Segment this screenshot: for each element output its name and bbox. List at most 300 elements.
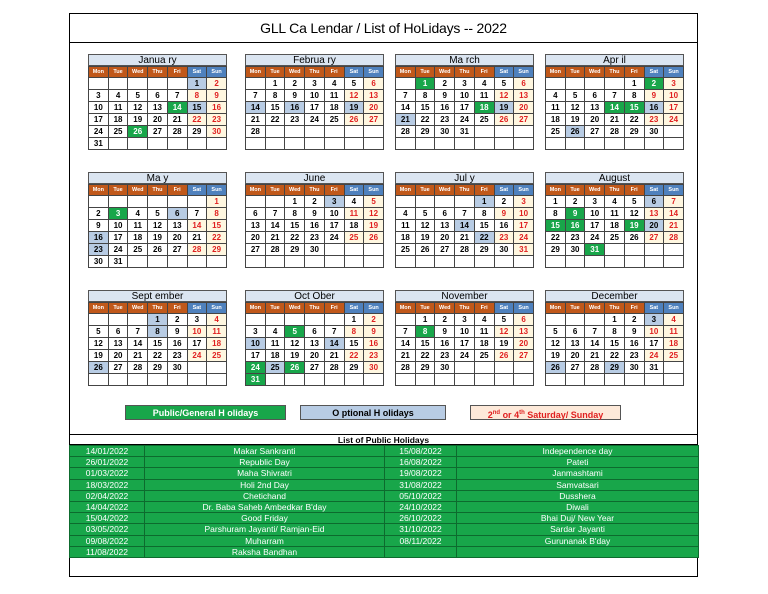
calendar-day: 27 [514,114,534,126]
calendar-day: 5 [364,196,384,208]
calendar-day: 7 [396,326,416,338]
calendar-day: 30 [435,362,455,374]
calendar-empty [605,78,625,90]
calendar-day: 10 [455,326,475,338]
calendar-day: 14 [396,338,416,350]
calendar-day: 28 [664,232,684,244]
day-header: Mon [246,67,266,78]
legend-optional-holidays: O ptional H olidays [300,405,446,420]
holiday-row [70,513,699,524]
calendar-empty [585,138,605,150]
calendar-empty [415,138,435,150]
calendar-day: 26 [148,244,168,256]
calendar-day: 22 [265,114,285,126]
calendar-empty [644,138,664,150]
calendar-day: 3 [324,196,344,208]
calendar-empty [167,256,187,268]
calendar-day: 22 [415,114,435,126]
calendar-empty [148,374,168,386]
calendar-empty [474,374,494,386]
calendar-empty [128,196,148,208]
calendar-day: 19 [494,338,514,350]
calendar-day: 16 [644,102,664,114]
calendar-empty [108,138,128,150]
calendar-day: 2 [644,78,664,90]
calendar-empty [644,244,664,256]
calendar-day: 30 [565,244,585,256]
calendar-empty [494,138,514,150]
day-header: Tue [565,67,585,78]
calendar-day: 16 [435,102,455,114]
calendar-day: 1 [187,78,207,90]
calendar-day: 21 [187,232,207,244]
calendar-day: 11 [546,102,566,114]
calendar-day: 19 [89,350,109,362]
calendar-day: 15 [415,102,435,114]
calendar-day: 28 [396,362,416,374]
day-header: Sat [494,185,514,196]
calendar-day: 7 [324,326,344,338]
calendar-day: 4 [108,90,128,102]
calendar-day: 27 [364,114,384,126]
calendar-day: 19 [285,350,305,362]
calendar-day: 17 [246,350,266,362]
calendar-day: 22 [624,114,644,126]
day-header: Sun [514,67,534,78]
calendar-day: 14 [128,338,148,350]
calendar-empty [265,138,285,150]
holiday-name: Dr. Baba Saheb Ambedkar B'day [145,501,385,512]
calendar-empty [474,138,494,150]
calendar-day: 18 [108,114,128,126]
calendar-day: 27 [585,126,605,138]
calendar-day: 12 [546,338,566,350]
holiday-row [70,546,699,557]
calendar-day: 8 [415,90,435,102]
holiday-date: 02/04/2022 [70,490,145,501]
legend [0,405,768,421]
calendar-day: 5 [285,326,305,338]
calendar-day: 4 [605,196,625,208]
calendar-day: 15 [285,220,305,232]
calendar-day: 9 [435,326,455,338]
day-header: Tue [265,303,285,314]
calendar-day: 3 [585,196,605,208]
calendar-empty [664,126,684,138]
calendar-day: 18 [128,232,148,244]
month-september [88,290,227,386]
day-header: Thu [605,303,625,314]
day-header: Wed [285,185,305,196]
holidays-table [69,445,699,558]
calendar-empty [565,256,585,268]
calendar-day: 23 [435,114,455,126]
calendar-empty [344,374,364,386]
calendar-empty [415,374,435,386]
calendar-day: 23 [494,232,514,244]
calendar-day: 5 [624,196,644,208]
calendar-empty [187,138,207,150]
month-july [395,172,534,268]
holidays-title: List of Public Holidays [69,434,698,445]
legend-public-holidays: Public/General H olidays [125,405,286,420]
calendar-day: 29 [187,126,207,138]
calendar-day: 2 [305,196,325,208]
calendar-day: 18 [546,114,566,126]
calendar-day: 27 [108,362,128,374]
calendar-empty [89,374,109,386]
calendar-day: 19 [565,114,585,126]
calendar-day: 6 [644,196,664,208]
calendar-empty [585,256,605,268]
calendar-day: 1 [605,314,625,326]
day-header: Wed [128,303,148,314]
calendar-day: 19 [364,220,384,232]
day-header: Sat [187,185,207,196]
holiday-date: 09/08/2022 [70,535,145,546]
calendar-day: 3 [246,326,266,338]
calendar-day: 15 [605,338,625,350]
calendar-day: 12 [494,90,514,102]
holiday-date: 01/03/2022 [70,468,145,479]
day-header: Thu [455,303,475,314]
holiday-name: Bhai Duj/ New Year [457,513,699,524]
calendar-day: 10 [89,102,109,114]
day-header: Mon [546,185,566,196]
calendar-day: 12 [89,338,109,350]
calendar-empty [324,374,344,386]
calendar-day: 11 [474,326,494,338]
calendar-day: 27 [148,126,168,138]
calendar-empty [624,138,644,150]
calendar-day: 2 [207,78,227,90]
calendar-day: 11 [664,326,684,338]
calendar-day: 8 [624,90,644,102]
day-header: Sat [187,67,207,78]
day-header: Tue [108,303,128,314]
calendar-day: 24 [305,114,325,126]
day-header: Wed [585,67,605,78]
calendar-empty [187,256,207,268]
calendar-day: 23 [305,232,325,244]
calendar-day: 24 [89,126,109,138]
calendar-day: 18 [664,338,684,350]
calendar-day: 28 [265,244,285,256]
calendar-empty [455,256,475,268]
holiday-row [70,490,699,501]
holiday-name: Pateti [457,457,699,468]
month-name: Ma y [88,172,227,184]
calendar-day: 8 [474,208,494,220]
holiday-name: Makar Sankranti [145,446,385,457]
day-header: Fri [474,67,494,78]
holiday-name: Gurunanak B'day [457,535,699,546]
calendar-day: 24 [644,350,664,362]
day-header: Mon [246,185,266,196]
calendar-empty [89,314,109,326]
holiday-date: 19/08/2022 [385,468,457,479]
calendar-empty [265,196,285,208]
holiday-row [70,479,699,490]
calendar-day: 29 [207,244,227,256]
calendar-empty [246,314,266,326]
calendar-empty [305,138,325,150]
calendar-empty [108,78,128,90]
calendar-day: 14 [455,220,475,232]
calendar-day: 25 [474,350,494,362]
calendar-day: 22 [285,232,305,244]
calendar-day: 9 [644,90,664,102]
calendar-day: 16 [305,220,325,232]
calendar-day: 5 [546,326,566,338]
calendar-empty [364,138,384,150]
holiday-name: Raksha Bandhan [145,546,385,557]
calendar-day: 1 [285,196,305,208]
calendar-day: 7 [167,90,187,102]
calendar-empty [187,374,207,386]
month-name: Ma rch [395,54,534,66]
calendar-day: 14 [585,338,605,350]
month-august [545,172,684,268]
day-header: Sat [644,303,664,314]
calendar-day: 21 [396,114,416,126]
calendar-empty [546,138,566,150]
month-name: Oct Ober [245,290,384,302]
calendar-day: 29 [415,126,435,138]
calendar-day: 23 [435,350,455,362]
calendar-day: 25 [474,114,494,126]
calendar-day: 13 [167,220,187,232]
calendar-day: 29 [415,362,435,374]
calendar-day: 25 [207,350,227,362]
calendar-empty [455,138,475,150]
calendar-day: 5 [148,208,168,220]
calendar-day: 22 [207,232,227,244]
page-title: GLL Ca Lendar / List of HoLidays -- 2022 [69,13,698,43]
calendar-empty [207,362,227,374]
calendar-day: 8 [187,90,207,102]
calendar-day: 4 [207,314,227,326]
calendar-empty [494,374,514,386]
holiday-name: Holi 2nd Day [145,479,385,490]
holiday-date: 03/05/2022 [70,524,145,535]
calendar-day: 27 [305,362,325,374]
calendar-day: 21 [664,220,684,232]
day-header: Fri [167,303,187,314]
calendar-day: 2 [167,314,187,326]
calendar-day: 1 [624,78,644,90]
day-header: Tue [415,185,435,196]
calendar-day: 1 [415,78,435,90]
holiday-row [70,501,699,512]
calendar-day: 14 [246,102,266,114]
holiday-date: 26/10/2022 [385,513,457,524]
calendar-day: 4 [265,326,285,338]
day-header: Sat [344,303,364,314]
calendar-day: 11 [396,220,416,232]
calendar-empty [324,138,344,150]
calendar-day: 9 [364,326,384,338]
holiday-date: 05/10/2022 [385,490,457,501]
calendar-day: 28 [246,126,266,138]
calendar-day: 28 [167,126,187,138]
calendar-day: 2 [89,208,109,220]
calendar-day: 25 [546,126,566,138]
calendar-day: 29 [285,244,305,256]
calendar-day: 14 [187,220,207,232]
calendar-day: 13 [305,338,325,350]
calendar-day: 7 [265,208,285,220]
calendar-day: 14 [664,208,684,220]
calendar-day: 19 [494,102,514,114]
calendar-day: 26 [415,244,435,256]
calendar-day: 20 [585,114,605,126]
calendar-empty [246,78,266,90]
calendar-day: 13 [514,90,534,102]
calendar-empty [565,374,585,386]
holiday-date: 31/08/2022 [385,479,457,490]
calendar-day: 6 [514,78,534,90]
calendar-empty [396,138,416,150]
day-header: Tue [108,185,128,196]
calendar-empty [344,138,364,150]
day-header: Mon [89,185,109,196]
calendar-empty [344,256,364,268]
calendar-empty [265,126,285,138]
calendar-day: 4 [546,90,566,102]
calendar-day: 18 [324,102,344,114]
calendar-day: 26 [344,114,364,126]
calendar-day: 2 [285,78,305,90]
calendar-day: 8 [344,326,364,338]
holiday-name: Independence day [457,446,699,457]
holiday-name: Good Friday [145,513,385,524]
calendar-day: 30 [644,126,664,138]
holiday-name [457,546,699,557]
month-name: Februa ry [245,54,384,66]
calendar-empty [435,374,455,386]
calendar-empty [494,362,514,374]
day-header: Sun [664,185,684,196]
calendar-day: 22 [546,232,566,244]
day-header: Tue [108,67,128,78]
calendar-day: 28 [128,362,148,374]
calendar-empty [364,256,384,268]
calendar-empty [324,126,344,138]
calendar-empty [605,138,625,150]
calendar-day: 24 [108,244,128,256]
calendar-empty [396,314,416,326]
day-header: Mon [396,67,416,78]
calendar-empty [585,78,605,90]
calendar-day: 28 [585,362,605,374]
calendar-empty [364,126,384,138]
day-header: Wed [128,67,148,78]
day-header: Sun [364,185,384,196]
calendar-day: 22 [187,114,207,126]
calendar-day: 13 [644,208,664,220]
calendar-day: 6 [305,326,325,338]
day-header: Thu [148,303,168,314]
calendar-day: 11 [324,90,344,102]
calendar-day: 17 [324,220,344,232]
calendar-day: 26 [494,114,514,126]
calendar-day: 30 [207,126,227,138]
calendar-day: 14 [167,102,187,114]
calendar-day: 17 [514,220,534,232]
calendar-day: 7 [396,90,416,102]
calendar-day: 3 [455,314,475,326]
calendar-day: 27 [246,244,266,256]
calendar-day: 16 [494,220,514,232]
calendar-day: 1 [148,314,168,326]
day-header: Tue [265,67,285,78]
calendar-day: 11 [605,208,625,220]
calendar-empty [207,138,227,150]
calendar-day: 5 [415,208,435,220]
holiday-name: Diwali [457,501,699,512]
calendar-day: 16 [89,232,109,244]
calendar-day: 18 [474,102,494,114]
calendar-day: 25 [664,350,684,362]
month-name: August [545,172,684,184]
calendar-day: 17 [187,338,207,350]
calendar-empty [167,78,187,90]
holiday-name: Samvatsari [457,479,699,490]
calendar-day: 15 [207,220,227,232]
holiday-name: Janmashtami [457,468,699,479]
calendar-day: 10 [108,220,128,232]
calendar-empty [644,256,664,268]
calendar-day: 5 [128,90,148,102]
calendar-empty [246,196,266,208]
calendar-day: 20 [644,220,664,232]
calendar-empty [664,256,684,268]
calendar-empty [546,256,566,268]
calendar-day: 26 [285,362,305,374]
holiday-date: 11/08/2022 [70,546,145,557]
day-header: Wed [585,303,605,314]
calendar-day: 25 [108,126,128,138]
calendar-day: 11 [474,90,494,102]
holiday-date: 15/04/2022 [70,513,145,524]
calendar-empty [305,374,325,386]
calendar-day: 29 [605,362,625,374]
calendar-empty [514,362,534,374]
holiday-name: Dusshera [457,490,699,501]
calendar-empty [624,244,644,256]
calendar-day: 29 [148,362,168,374]
day-header: Fri [167,67,187,78]
calendar-day: 28 [187,244,207,256]
day-header: Sat [644,185,664,196]
calendar-day: 23 [364,350,384,362]
calendar-day: 28 [455,244,475,256]
calendar-day: 5 [494,78,514,90]
calendar-day: 17 [585,220,605,232]
day-header: Sun [514,303,534,314]
calendar-day: 26 [364,232,384,244]
calendar-day: 24 [455,350,475,362]
calendar-empty [415,256,435,268]
calendar-day: 9 [435,90,455,102]
day-header: Fri [324,185,344,196]
calendar-empty [514,126,534,138]
month-name: November [395,290,534,302]
month-name: Jul y [395,172,534,184]
calendar-day: 14 [396,102,416,114]
calendar-empty [624,256,644,268]
